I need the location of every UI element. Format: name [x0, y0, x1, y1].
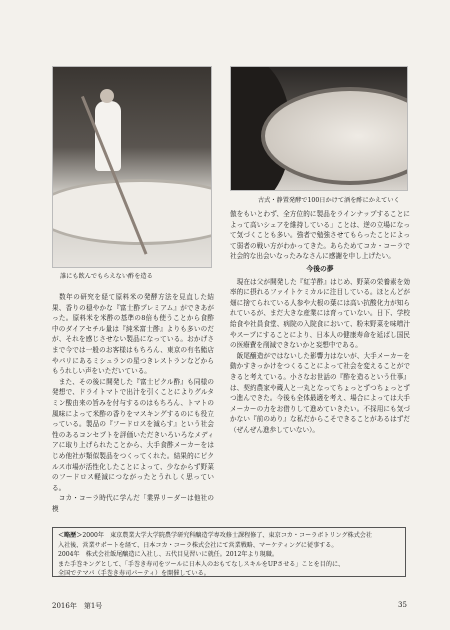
- photo-vinegar-tank-worker: [52, 66, 212, 268]
- paragraph: 数年の研究を経て原料米の発酵方法を見直した結果、香りの穏やかな『富士酢プレミアム』ができあがった。原料米を米酢の基準の8倍も使うことから食酢中のダイアセチル量は『純米富士酢』よりも多いのだが、それを感じさせない製品になっている。おかげさまで今では一般のお客様はもちろん、東京の有名鮨店やパリにあるミシュランの星つきレストランなどからもうれしい声をいただいている。: [52, 293, 214, 376]
- page-number: 35: [398, 601, 407, 609]
- left-column: [52, 292, 214, 514]
- worker-head: [100, 89, 114, 103]
- profile-line: 2004年 株式会社飯尾醸造に入社し、五代目見習いに就任。2012年より現職。: [58, 551, 278, 559]
- profile-line: 全国でテマパ（手巻き寿司パーティ）を開催している。: [58, 570, 210, 578]
- caption-right: 古式・静置発酵で100日かけて酒を酢にかえていく: [258, 197, 400, 204]
- paragraph: 飯尾醸造がではないした影響力はないが、大手メーカーを動かすきっかけをつくることによって社会を変えることができると考えている。小さなお世話の『酢を造るという仕事』は、契約農家や蔵人と一丸となってちょっとずつちょっとずつ進んできた。今後も全体最適を考え、場合によっては大手メーカーの力をお借りして進めていきたい。不採用にも気づかない『前のめり』な私だからこそできることがあるはずだ（ぜんぜん進歩していない）。: [230, 351, 410, 434]
- vinegar-tank: [52, 179, 212, 245]
- paragraph: 倣をもいとわず、全方位的に製品をラインナップすることによって高いシェアを維持している」ことは、逆の立場になって気づくことも多い。強者で勉強させてもらったことによって弱者の戦い方がわかってきた。あらためてコカ・コーラで社会的な出会いなったみなさんに感謝を申し上げたい。: [230, 210, 410, 261]
- caption-left: 誰にも飲んでもらえない酢を造る: [60, 273, 153, 280]
- profile-line: 入社後、営業サポートを経て、日本コカ・コーラ株式会社にて営業戦略、マーケティングに従事する。: [58, 541, 338, 549]
- paragraph: コカ・コーラ時代に学んだ「業界リーダーは他社の模: [52, 494, 214, 513]
- issue-label: 2016年 第1号: [52, 602, 103, 610]
- section-heading: 今後の夢: [306, 264, 334, 273]
- profile-line: また手巻キングとして、「手巻き寿司をツールに日本人のおもてなしスキルをUPさせる」ことを目的に、: [58, 560, 345, 568]
- profile-box: [52, 527, 406, 577]
- right-column: [230, 209, 410, 435]
- photo-fermentation-vat: [230, 66, 408, 191]
- profile-line: ＜略歴＞2000年 東京農業大学大学院農学研究科醸造学専攻修士課程修了、東京コカ・コーラボトリング株式会社: [58, 532, 372, 539]
- paragraph: また、その後に開発した『富士ピクル酢』も同様の発想で、ドライトマトで出汁を引くことによりグルタミン酸由来の旨みを付与するのはもちろん、トマトの風味によって米酢の香りをマスキングするのにも役立っている。製品の『フードロスを減らす』という社会性のあるコンセプトを評価いただきいろいろなメディアに取り上げられたことから、大手食酢メーカーをはじめ他社が類似製品をつくってくれた。結果的にピクルス市場が活性化したことによって、少なからず野菜のフードロス軽減につながったとうれしく思っている。: [52, 377, 214, 492]
- profile-label: ＜略歴＞: [58, 532, 83, 539]
- paragraph: 現在は父が開発した『紅芋酢』はじめ、野菜の栄養素を効率的に摂れるファイトケミカルに注目している。ほとんどが畑に捨てられている人参や大根の葉には高い抗酸化力が知られているが、まだ大きな産業には育っていない。日下、学校給食や社員食堂、病院の入院食において、粉末野菜を味噌汁やスープにすることにより、日本人の健康寿命を延ばし国民の医療費を削減できないかと妄想中である。: [230, 277, 410, 350]
